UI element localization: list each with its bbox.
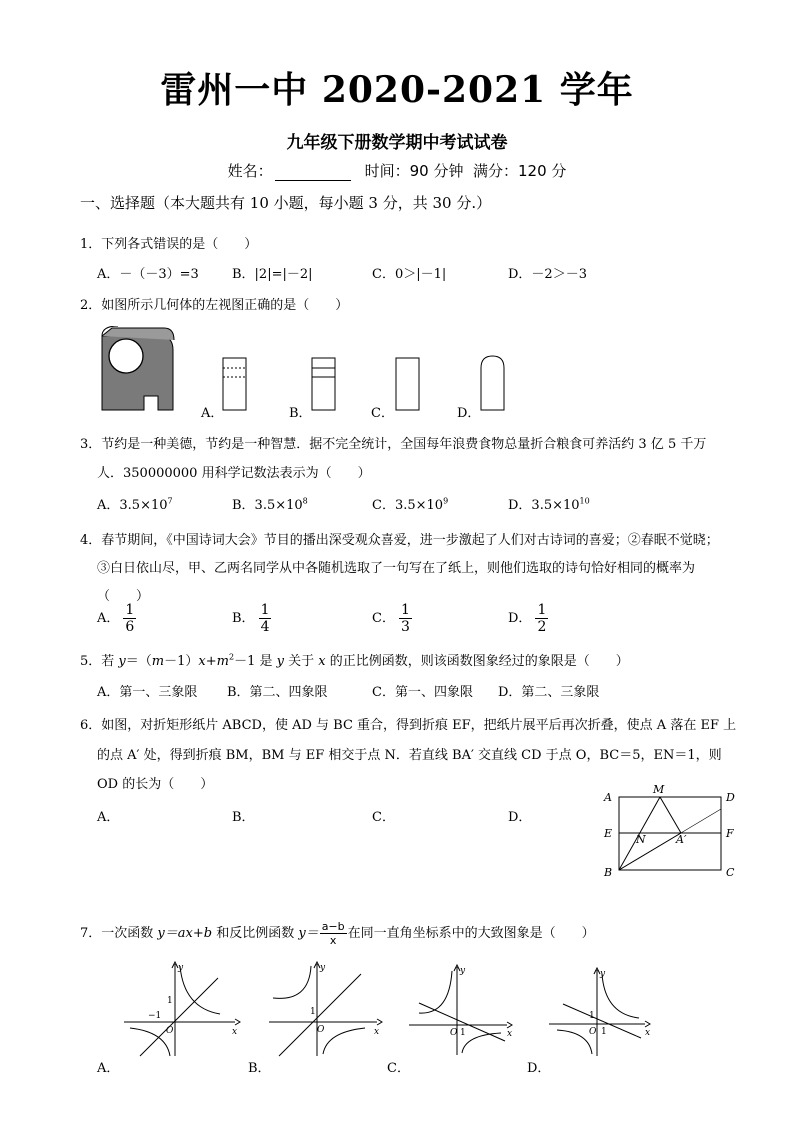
q6-option-a: A． — [97, 810, 120, 825]
svg-text:y: y — [460, 966, 466, 976]
svg-text:1: 1 — [601, 1027, 607, 1037]
q5-option-b: B．第二、四象限 — [227, 685, 328, 700]
svg-text:x: x — [645, 1028, 651, 1038]
q4-option-b: B． $\frac{1}{4}$ — [232, 602, 270, 635]
q4-option-a: A． $\frac{1}{6}$ — [97, 602, 135, 635]
q3-option-a: A．$3.5\times 10^7$ — [97, 496, 173, 513]
q7-graph-b — [265, 958, 390, 1058]
svg-text:O: O — [589, 1027, 597, 1037]
q2-option-c-figure — [395, 357, 421, 412]
svg-text:y: y — [178, 963, 184, 973]
time-label: 时间：90 分钟 — [364, 162, 464, 180]
q6-line3: OD 的长为（ ） — [97, 777, 214, 792]
q7-option-a: A． — [97, 1061, 120, 1076]
q7-option-c: C． — [387, 1061, 410, 1076]
fig-label-c: C — [726, 866, 735, 879]
svg-text:1: 1 — [167, 996, 173, 1006]
q4-line1: 4．春节期间，《中国诗词大会》节目的播出深受观众喜爱，进一步激起了人们对古诗词的喜爱；②春眠不觉晓； — [80, 533, 719, 548]
q1-option-b: B．|2|=|－2| — [232, 267, 313, 282]
q7-option-d: D． — [527, 1061, 551, 1076]
svg-text:1: 1 — [589, 1011, 595, 1021]
q2-option-b-figure — [311, 357, 337, 412]
q7-stem: 7．一次函数 y＝ax+b 和反比例函数 y＝ $\frac{a-b}{x}$ 在同一直角坐标系中的大致图象是（ ） — [80, 920, 595, 947]
svg-text:x: x — [507, 1029, 513, 1039]
q2-option-c: C． — [371, 406, 394, 421]
q2-stem: 2．如图所示几何体的左视图正确的是（ ） — [80, 298, 349, 313]
section-heading: 一、选择题（本大题共有 10 小题，每小题 3 分，共 30 分.） — [80, 194, 492, 212]
fig-label-b: B — [604, 866, 613, 879]
score-label: 满分：120 分 — [473, 162, 567, 180]
q4-option-c: C． $\frac{1}{3}$ — [372, 602, 410, 635]
q6-line2: 的点 A′ 处，得到折痕 BM，BM 与 EF 相交于点 N．若直线 BA′ 交直线 CD 于点 O，BC＝5，EN＝1，则 — [97, 748, 722, 763]
svg-text:O: O — [450, 1028, 458, 1038]
svg-text:−1: −1 — [148, 1011, 162, 1021]
q7-option-b: B． — [248, 1061, 271, 1076]
svg-text:1: 1 — [310, 1007, 316, 1017]
exam-info — [0, 160, 794, 181]
fig-label-n: N — [636, 833, 646, 846]
q3-option-d: D．$3.5\times 10^{10}$ — [508, 496, 590, 513]
q5-option-d: D．第二、三象限 — [498, 685, 600, 700]
svg-text:O: O — [317, 1025, 325, 1035]
fig-label-d: D — [726, 791, 735, 804]
q2-option-b: B． — [289, 406, 312, 421]
q2-option-d: D． — [457, 406, 481, 421]
q6-option-b: B． — [232, 810, 255, 825]
q4-option-d: D． $\frac{1}{2}$ — [508, 602, 547, 635]
svg-text:y: y — [320, 963, 326, 973]
q1-stem: 1．下列各式错误的是（ ） — [80, 237, 258, 252]
q2-option-d-figure — [480, 354, 506, 412]
q1-option-d: D．－2＞－3 — [508, 267, 587, 282]
q1-option-c: C．0＞|－1| — [372, 267, 447, 282]
svg-text:x: x — [374, 1027, 380, 1037]
fig-label-e: E — [604, 827, 613, 840]
q3-line1: 3．节约是一种美德，节约是一种智慧．据不完全统计，全国每年浪费食物总量折合粮食可养活约 3 亿 5 千万 — [80, 437, 707, 452]
fig-label-a-prime: A′ — [676, 833, 687, 846]
fig-label-a: A — [604, 791, 612, 804]
q4-line2: ③白日依山尽，甲、乙两名同学从中各随机选取了一句写在了纸上，则他们选取的诗句恰好相同的概率为 — [97, 561, 696, 576]
exam-title: 雷州一中 2020-2021 学年 — [160, 69, 634, 111]
q7-graph-a — [120, 958, 245, 1058]
q1-option-a: A．－（－3）=3 — [97, 267, 199, 282]
q4-line3: （ ） — [97, 589, 150, 604]
svg-text:x: x — [232, 1027, 238, 1037]
q2-solid-figure — [98, 326, 178, 412]
fig-label-m: M — [653, 783, 665, 796]
svg-text:O: O — [166, 1026, 174, 1036]
q3-option-b: B．$3.5\times 10^8$ — [232, 496, 308, 513]
q6-option-d: D． — [508, 810, 532, 825]
svg-text:y: y — [600, 969, 606, 979]
q5-option-a: A．第一、三象限 — [97, 685, 198, 700]
q7-graph-c — [405, 963, 520, 1058]
q5-stem: 5．若 $y=(m-1)x+m^2-1$ 是 y 关于 x 的正比例函数，则该函数图象经过的象限是（ ） — [80, 652, 629, 669]
q6-rectangle-figure — [596, 780, 746, 880]
q2-option-a-figure — [222, 357, 248, 412]
q3-line2: 人．350000000 用科学记数法表示为（ ） — [97, 466, 371, 481]
q3-option-c: C．$3.5\times 10^9$ — [372, 496, 449, 513]
svg-text:1: 1 — [460, 1028, 466, 1038]
q7-graph-d — [545, 966, 660, 1058]
q6-option-c: C． — [372, 810, 395, 825]
name-label: 姓名： — [227, 162, 273, 180]
name-blank[interactable] — [275, 166, 351, 181]
q5-option-c: C．第一、四象限 — [372, 685, 473, 700]
q6-line1: 6．如图，对折矩形纸片 ABCD，使 AD 与 BC 重合，得到折痕 EF，把纸片展平后再次折叠，使点 A 落在 EF 上 — [80, 718, 737, 733]
fig-label-f: F — [726, 827, 734, 840]
q2-option-a: A． — [201, 406, 224, 421]
exam-subtitle: 九年级下册数学期中考试试卷 — [286, 133, 508, 153]
